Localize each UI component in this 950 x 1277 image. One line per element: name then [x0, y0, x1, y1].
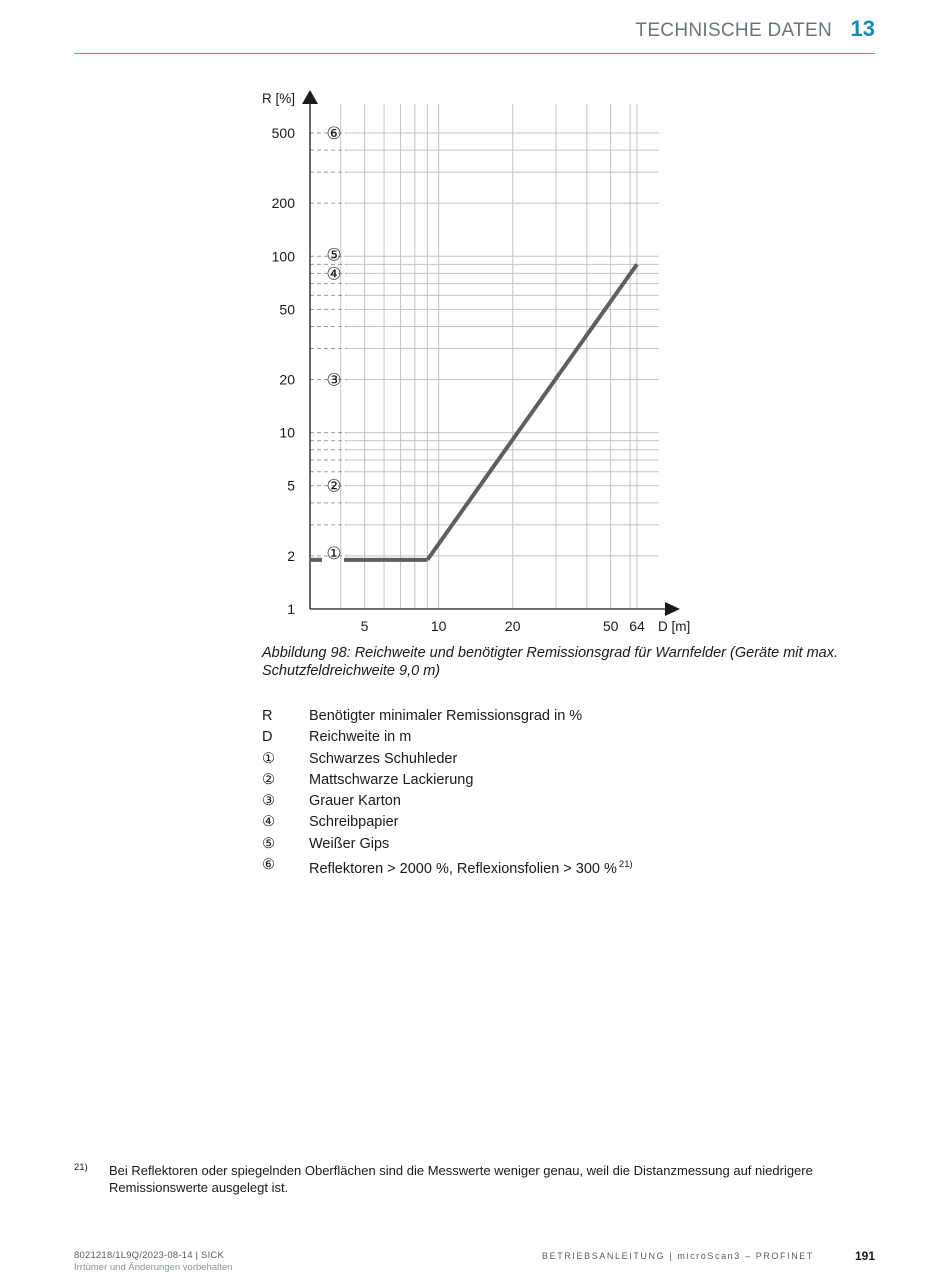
y-axis-label: R [%] [262, 91, 296, 106]
footnote-text: Bei Reflektoren oder spiegelnden Oberflächen sind die Messwerte weniger genau, weil die Distanzmessung auf niedrigere Remissionswerte ausgelegt ist. [109, 1163, 813, 1195]
x-tick-label: 10 [430, 618, 447, 634]
legend-label: Benötigter minimaler Remissionsgrad in % [309, 708, 583, 724]
footnote-marker: 21) [74, 1162, 88, 1173]
legend-label: Reflektoren > 2000 %, Reflexionsfolien > 300 % [309, 860, 617, 877]
legend-item [262, 770, 862, 791]
legend-item [262, 812, 862, 833]
y-tick-label: 500 [271, 125, 295, 141]
chart-grid [310, 104, 659, 609]
legend-key: ② [262, 771, 275, 788]
legend-text [309, 749, 457, 769]
legend-item [262, 834, 862, 855]
legend-key: ⑤ [262, 835, 275, 852]
page-number: 191 [854, 1249, 875, 1263]
legend-label: Reichweite in m [309, 729, 412, 746]
disclaimer: Irrtümer und Änderungen vorbehalten [74, 1262, 233, 1273]
legend-label: Schreibpapier [309, 814, 399, 831]
x-tick-label: 20 [504, 618, 521, 634]
y-tick-label: 50 [279, 301, 295, 318]
material-marker: ① [326, 543, 342, 564]
legend-key: ① [262, 750, 275, 767]
figure-legend [262, 706, 862, 876]
legend-key: R [262, 708, 273, 724]
y-axis-arrow [302, 90, 318, 104]
manual-title: BETRIEBSANLEITUNG | microScan3 – PROFINET [542, 1251, 814, 1261]
legend-text [309, 855, 633, 879]
x-tick-label: 64 [629, 618, 645, 634]
y-tick-label: 5 [287, 477, 295, 494]
y-tick-label: 2 [287, 547, 295, 564]
legend-key: D [262, 729, 273, 746]
material-marker: ④ [326, 264, 342, 285]
legend-key: ④ [262, 814, 275, 831]
legend-text [309, 727, 411, 747]
legend-text [309, 770, 473, 790]
chart-axes [302, 90, 680, 616]
series-line [427, 264, 637, 560]
material-marker: ③ [326, 370, 342, 391]
material-marker: ⑤ [326, 245, 342, 266]
document-id: 8021218/1L9Q/2023-08-14 | SICK [74, 1250, 225, 1261]
x-axis-arrow [665, 602, 680, 616]
y-tick-label: 1 [287, 601, 295, 617]
material-marker: ② [326, 476, 342, 497]
figure-caption: Abbildung 98: Reichweite und benötigter Remissionsgrad für Warnfelder (Geräte mit max. Schutzfeldreichweite 9,0 m) [262, 645, 838, 679]
y-tick-label: 200 [271, 195, 295, 212]
section-title: TECHNISCHE DATEN [635, 20, 832, 41]
x-axis-label: D [m] [658, 619, 691, 634]
legend-label: Grauer Karton [309, 793, 401, 810]
legend-label: Mattschwarze Lackierung [309, 771, 474, 788]
y-tick-label: 100 [271, 248, 295, 265]
y-tick-label: 20 [279, 371, 295, 388]
legend-item [262, 791, 862, 812]
legend-item [262, 749, 862, 770]
footnote-reference: 21) [618, 859, 633, 871]
material-marker: ⑥ [326, 124, 342, 144]
legend-key: ⑥ [262, 857, 275, 874]
legend-text [309, 812, 398, 832]
chapter-number: 13 [850, 16, 875, 41]
legend-text [309, 791, 401, 811]
legend-label: Weißer Gips [309, 835, 390, 852]
legend-text [309, 706, 582, 726]
legend-item [262, 855, 862, 876]
y-tick-label: 10 [279, 424, 295, 441]
legend-key: ③ [262, 793, 275, 810]
x-tick-label: 5 [360, 618, 369, 634]
x-tick-label: 50 [602, 618, 619, 634]
legend-item [262, 727, 862, 748]
chart-series [310, 264, 637, 560]
footer-doc-info [74, 1250, 232, 1274]
legend-item [262, 706, 862, 727]
legend-label: Schwarzes Schuhleder [309, 750, 458, 767]
legend-text [309, 834, 389, 854]
